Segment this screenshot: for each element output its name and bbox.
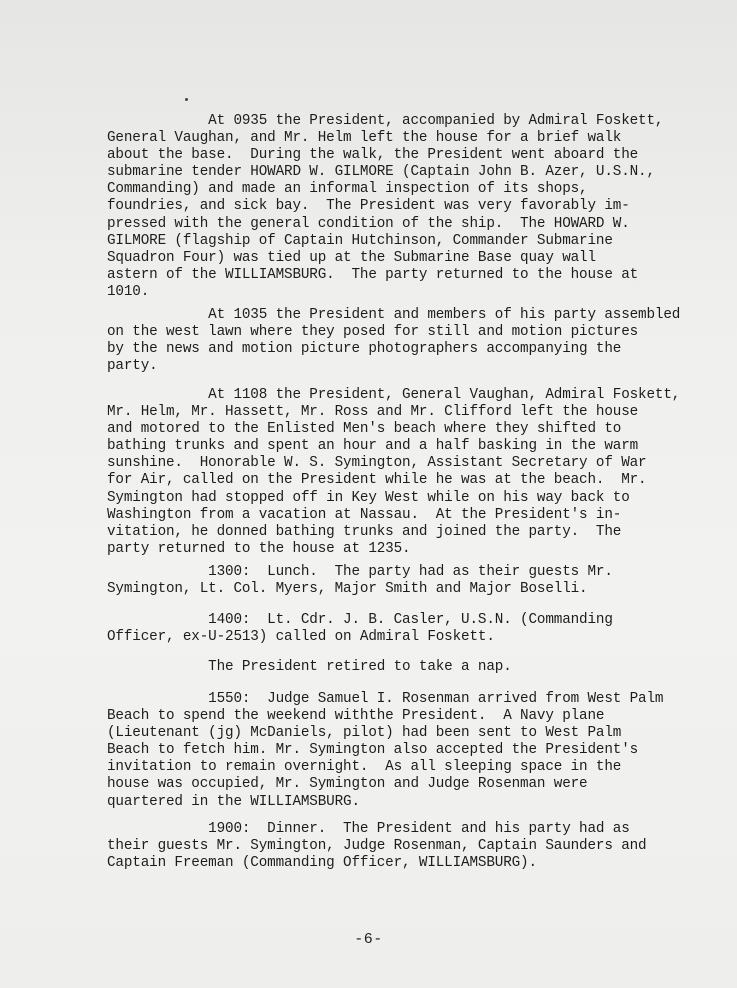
ink-dot (185, 98, 188, 101)
paragraph-nap: The President retired to take a nap. (107, 659, 512, 675)
paragraph-1900: 1900: Dinner. The President and his party had as their guests Mr. Symington, Judge Rosenman, Captain Saunders and Captain Freeman (Commanding Officer, WILLIAMSBURG). (107, 821, 647, 872)
paragraph-1300: 1300: Lunch. The party had as their guests Mr. Symington, Lt. Col. Myers, Major Smith and Major Boselli. (107, 564, 613, 598)
paragraph-1400: 1400: Lt. Cdr. J. B. Casler, U.S.N. (Commanding Officer, ex-U-2513) called on Admiral Foskett. (107, 612, 613, 646)
paragraph-0935: At 0935 the President, accompanied by Admiral Foskett, General Vaughan, and Mr. Helm left the house for a brief walk about the base. During the walk, the President went aboard the submarine tender HOWARD W. GILMORE (Captain John B. Azer, U.S.N., Commanding) and made an informal inspection of its shops, foundries, and sick bay. The President was very favorably im- pressed with the general condition of the ship. The HOWARD W. GILMORE (flagship of Captain Hutchinson, Commander Submarine Squadron Four) was tied up at the Submarine Base quay wall astern of the WILLIAMSBURG. The party returned to the house at 1010. (107, 113, 664, 300)
paragraph-1550: 1550: Judge Samuel I. Rosenman arrived from West Palm Beach to spend the weekend withthe President. A Navy plane (Lieutenant (jg) McDaniels, pilot) had been sent to West Palm Beach to fetch him. Mr. Symington also accepted the President's invitation to remain overnight. As all sleeping space in the house was occupied, Mr. Symington and Judge Rosenman were quartered in the WILLIAMSBURG. (107, 691, 664, 810)
paragraph-1108: At 1108 the President, General Vaughan, Admiral Foskett, Mr. Helm, Mr. Hassett, Mr. Ross and Mr. Clifford left the house and motored to the Enlisted Men's beach where they shifted to bathing trunks and spent an hour and a half basking in the warm sunshine. Honorable W. S. Symington, Assistant Secretary of War for Air, called on the President while he was at the beach. Mr. Symington had stopped off in Key West while on his way back to Washington from a vacation at Nassau. At the President's in- vitation, he donned bathing trunks and joined the party. The party returned to the house at 1235. (107, 387, 681, 557)
paragraph-1035: At 1035 the President and members of his party assembled on the west lawn where they posed for still and motion pictures by the news and motion picture photographers accompanying the party. (107, 307, 681, 375)
page-number: -6- (354, 931, 383, 948)
